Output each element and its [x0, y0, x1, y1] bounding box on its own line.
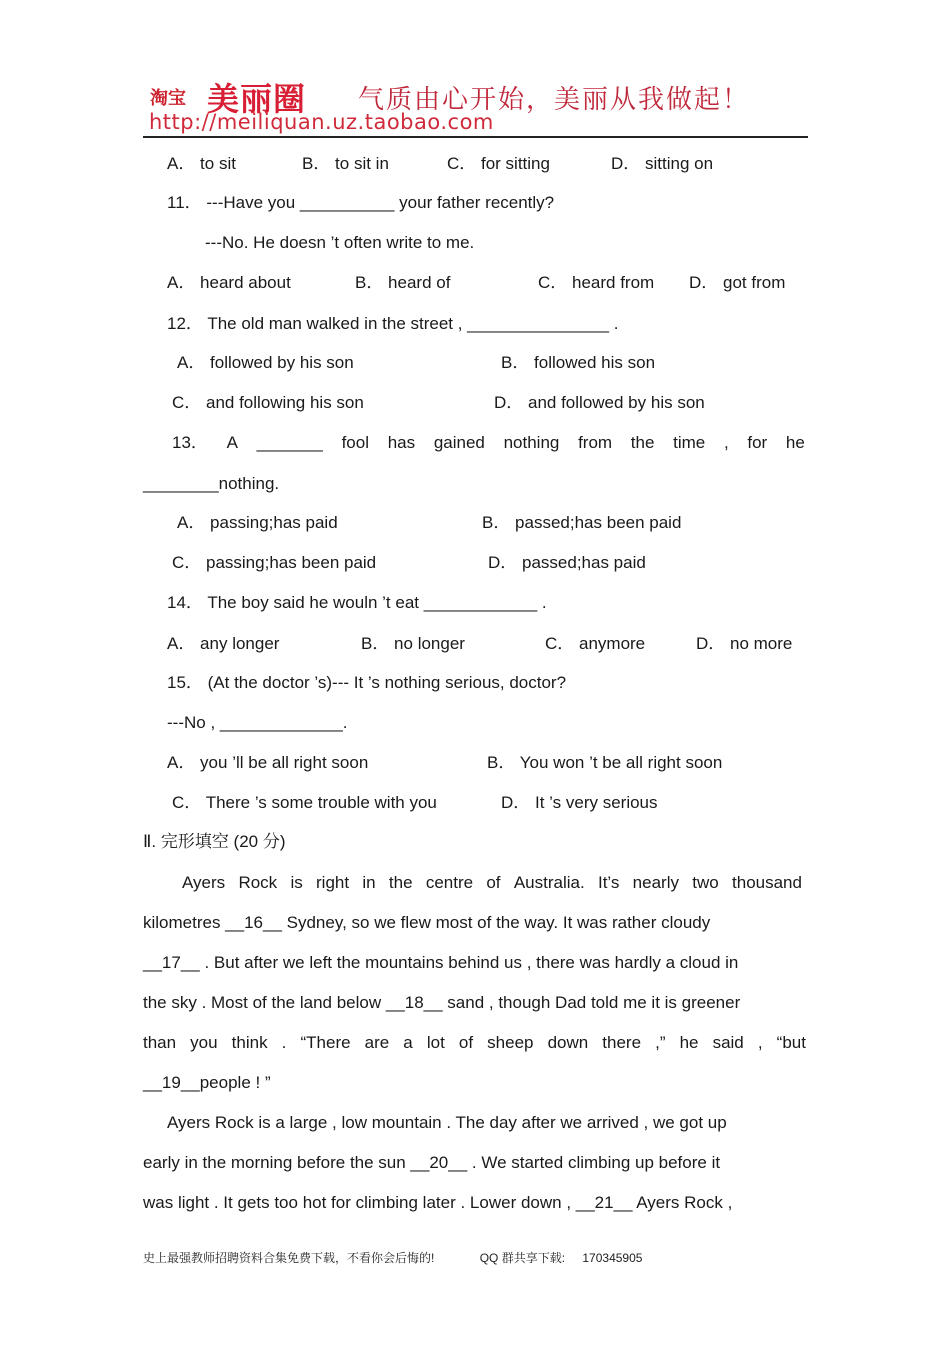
passage-word: you	[190, 1033, 218, 1052]
q11-option-c: C． heard from	[538, 273, 655, 292]
passage-word: nearly	[632, 873, 679, 892]
q13-option-c: C． passing;has been paid	[172, 553, 377, 572]
q13-word: A	[226, 433, 238, 452]
q13-word: gained	[433, 433, 485, 452]
q13-word: he	[785, 433, 805, 452]
shop-url[interactable]: http://meiliquan.uz.taobao.com	[149, 110, 494, 134]
q14-option-d: D． no more	[696, 634, 793, 653]
q13-word: for	[747, 433, 768, 452]
passage-line-5	[143, 1033, 806, 1053]
passage-word: right	[316, 873, 350, 892]
passage-word: sheep	[487, 1033, 534, 1052]
passage-word: Ayers	[182, 873, 226, 892]
q14-option-a: A． any longer	[167, 634, 280, 653]
q15-stem: 15． (At the doctor ’s)--- It ’s nothing serious, doctor?	[167, 673, 567, 692]
footer-qq-label: QQ 群共享下载:	[479, 1251, 566, 1265]
passage-word: than	[143, 1033, 177, 1052]
section-2-title: Ⅱ. 完形填空 (20 分)	[143, 832, 286, 851]
passage-word: “but	[776, 1033, 806, 1052]
passage-word: centre	[425, 873, 474, 892]
q13-option-d: D． passed;has paid	[488, 553, 646, 572]
q15-option-c: C． There ’s some trouble with you	[172, 793, 437, 812]
q14-stem: 14． The boy said he wouln ’t eat ____________ .	[167, 593, 547, 612]
q13-word: nothing	[503, 433, 560, 452]
q12-option-b: B． followed his son	[501, 353, 656, 372]
passage-line-6: __19__people ! ”	[143, 1073, 271, 1092]
passage-word: in	[362, 873, 376, 892]
passage-line-1	[182, 873, 802, 893]
passage-word: .	[281, 1033, 287, 1052]
passage-line-3: __17__ . But after we left the mountains behind us , there was hardly a cloud in	[143, 953, 739, 972]
q15-option-b: B． You won ’t be all right soon	[487, 753, 723, 772]
q11-stem: 11． ---Have you __________ your father recently?	[167, 193, 555, 212]
passage-word: is	[290, 873, 303, 892]
q10-option-d: D． sitting on	[611, 154, 714, 173]
footer-promo: 史上最强教师招聘资料合集免费下载，不看你会后悔的!	[143, 1251, 435, 1265]
passage-line-2: kilometres __16__ Sydney, so we flew most of the way. It was rather cloudy	[143, 913, 711, 932]
passage-word: two	[692, 873, 719, 892]
passage-word: ,	[757, 1033, 763, 1052]
q12-stem: 12． The old man walked in the street , _______________ .	[167, 314, 619, 333]
page-header	[143, 74, 808, 138]
q13-option-a: A． passing;has paid	[177, 513, 338, 532]
q13-word: time	[673, 433, 706, 452]
brand-taobao: 淘宝	[150, 88, 186, 109]
passage-word: thousand	[732, 873, 802, 892]
brand-slogan: 气质由心开始，美丽从我做起！	[358, 85, 751, 115]
q12-option-a: A． followed by his son	[177, 353, 354, 372]
q11-reply: ---No. He doesn ’t often write to me.	[205, 233, 475, 252]
q13-word: has	[387, 433, 416, 452]
passage-word: the	[388, 873, 413, 892]
footer-qq-number: 170345905	[582, 1251, 643, 1265]
q14-option-c: C． anymore	[545, 634, 646, 653]
brand-name: 美丽圈	[207, 80, 307, 118]
q10-option-c: C． for sitting	[447, 154, 550, 173]
q15-option-d: D． It ’s very serious	[501, 793, 658, 812]
q11-option-d: D． got from	[689, 273, 786, 292]
q13-option-b: B． passed;has been paid	[482, 513, 682, 532]
passage-word: of	[458, 1033, 474, 1052]
q13-word: the	[630, 433, 655, 452]
passage-line-4: the sky . Most of the land below __18__ sand , though Dad told me it is greener	[143, 993, 741, 1012]
passage-word: lot	[426, 1033, 445, 1052]
q12-option-c: C． and following his son	[172, 393, 364, 412]
q10-option-a: A． to sit	[167, 154, 236, 173]
passage-word: of	[486, 873, 501, 892]
passage-word: said	[712, 1033, 744, 1052]
q10-option-b: B． to sit in	[302, 154, 389, 173]
passage-word: think	[231, 1033, 268, 1052]
passage-word: down	[547, 1033, 589, 1052]
q13-blank: _______	[256, 433, 323, 452]
q13-word: from	[578, 433, 613, 452]
q12-option-d: D． and followed by his son	[494, 393, 705, 412]
q14-option-b: B． no longer	[361, 634, 465, 653]
q15-option-a: A． you ’ll be all right soon	[167, 753, 369, 772]
q13-word: ,	[723, 433, 729, 452]
passage-word: ,”	[655, 1033, 666, 1052]
passage-word: Rock	[238, 873, 278, 892]
passage2-line-3: was light . It gets too hot for climbing later . Lower down , __21__ Ayers Rock ,	[143, 1193, 733, 1212]
passage-word: are	[364, 1033, 390, 1052]
passage-word: a	[403, 1033, 413, 1052]
q13-stem	[172, 433, 805, 453]
q13-word: 13．	[172, 433, 208, 452]
passage-word: Australia.	[513, 873, 585, 892]
q13-word: fool	[341, 433, 369, 452]
passage-word: there	[602, 1033, 642, 1052]
q13-stem-continued: ________nothing.	[143, 474, 280, 493]
passage-word: “There	[300, 1033, 351, 1052]
passage2-line-2: early in the morning before the sun __20__ . We started climbing up before it	[143, 1153, 721, 1172]
header-divider	[143, 136, 808, 138]
page-footer	[143, 1249, 642, 1266]
passage-word: It’s	[597, 873, 620, 892]
q11-option-a: A． heard about	[167, 273, 291, 292]
passage2-line-1: Ayers Rock is a large , low mountain . The day after we arrived , we got up	[167, 1113, 727, 1132]
q11-option-b: B． heard of	[355, 273, 451, 292]
passage-word: he	[679, 1033, 699, 1052]
q15-reply: ---No , _____________.	[167, 713, 348, 732]
